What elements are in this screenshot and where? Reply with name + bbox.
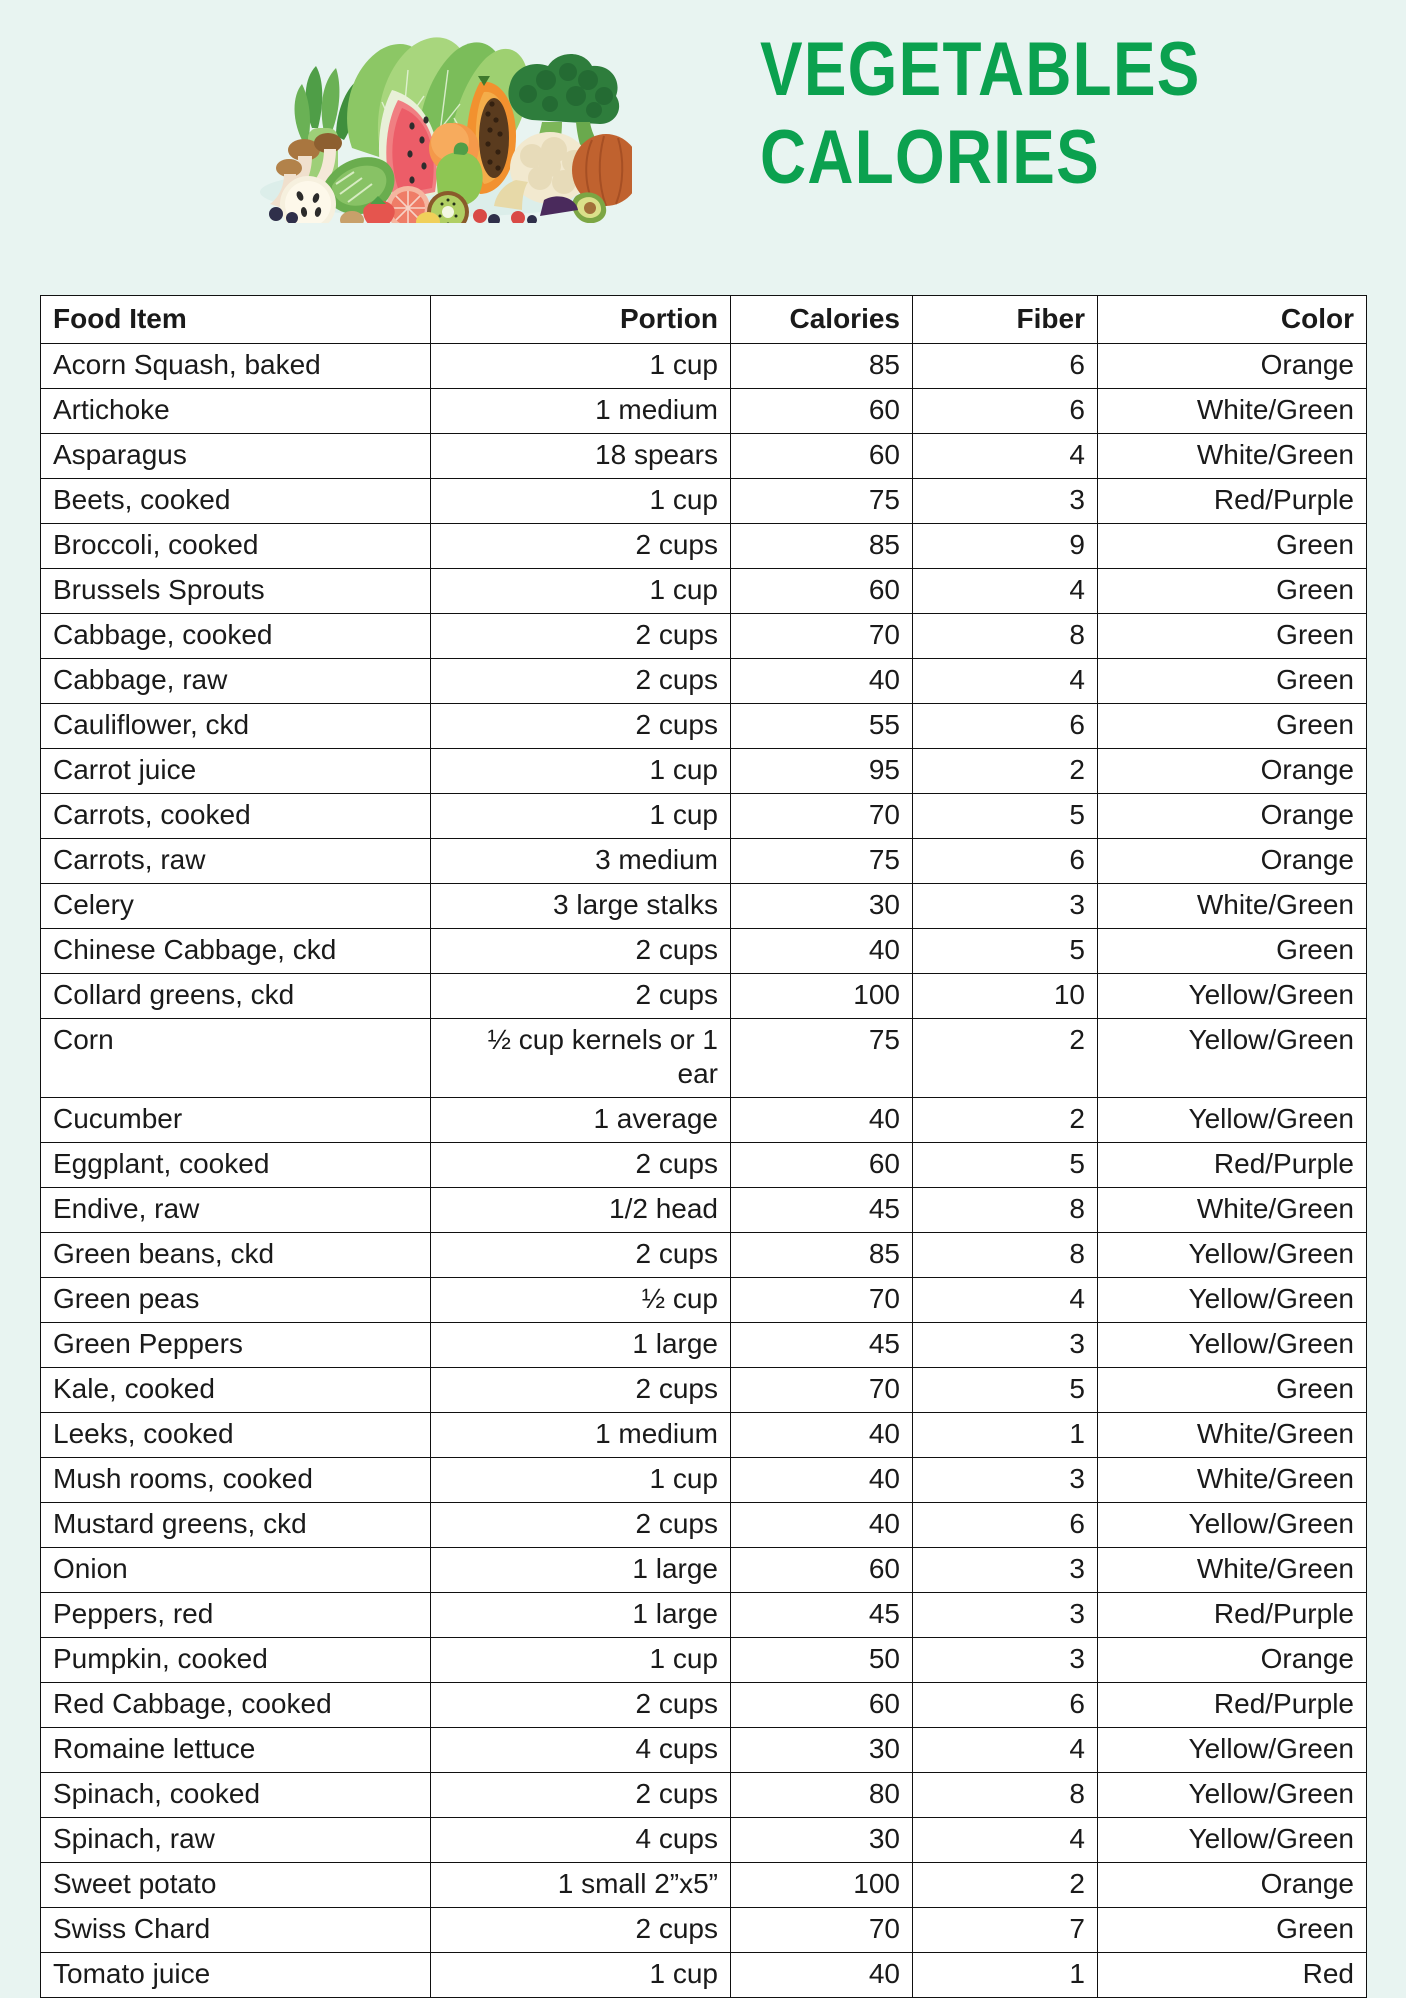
cell-fiber: 6 <box>913 1503 1098 1548</box>
cell-color: Red/Purple <box>1098 1683 1367 1728</box>
cell-fiber: 6 <box>913 704 1098 749</box>
cell-food: Spinach, cooked <box>41 1773 431 1818</box>
column-header-calories: Calories <box>731 296 913 344</box>
cell-fiber: 1 <box>913 1953 1098 1998</box>
cell-food: Cabbage, raw <box>41 659 431 704</box>
cell-cal: 40 <box>731 1458 913 1503</box>
cell-cal: 100 <box>731 1863 913 1908</box>
cell-food: Romaine lettuce <box>41 1728 431 1773</box>
table-header-row <box>41 296 1367 344</box>
cell-cal: 60 <box>731 1143 913 1188</box>
cell-fiber: 8 <box>913 614 1098 659</box>
cell-food: Collard greens, ckd <box>41 974 431 1019</box>
table-row <box>41 1368 1367 1413</box>
cell-cal: 70 <box>731 614 913 659</box>
cell-food: Chinese Cabbage, ckd <box>41 929 431 974</box>
table-row <box>41 1188 1367 1233</box>
cell-cal: 60 <box>731 434 913 479</box>
cell-food: Kale, cooked <box>41 1368 431 1413</box>
cell-port: 1 large <box>431 1548 731 1593</box>
cell-port: 1 large <box>431 1323 731 1368</box>
cell-cal: 75 <box>731 839 913 884</box>
cell-cal: 60 <box>731 1548 913 1593</box>
cell-food: Pumpkin, cooked <box>41 1638 431 1683</box>
column-header-fiber: Fiber <box>913 296 1098 344</box>
cell-food: Artichoke <box>41 389 431 434</box>
cell-food: Acorn Squash, baked <box>41 344 431 389</box>
cell-food: Leeks, cooked <box>41 1413 431 1458</box>
table-row <box>41 1818 1367 1863</box>
cell-fiber: 9 <box>913 524 1098 569</box>
cell-fiber: 2 <box>913 749 1098 794</box>
cell-port: 1 cup <box>431 1458 731 1503</box>
cell-port: 18 spears <box>431 434 731 479</box>
column-header-color: Color <box>1098 296 1367 344</box>
cell-color: Orange <box>1098 794 1367 839</box>
cell-food: Celery <box>41 884 431 929</box>
cell-port: 1 large <box>431 1593 731 1638</box>
cell-food: Eggplant, cooked <box>41 1143 431 1188</box>
cell-color: Green <box>1098 614 1367 659</box>
cell-food: Swiss Chard <box>41 1908 431 1953</box>
table-row <box>41 1413 1367 1458</box>
table-row <box>41 1773 1367 1818</box>
cell-color: Orange <box>1098 1863 1367 1908</box>
cell-color: Red/Purple <box>1098 1143 1367 1188</box>
cell-port: 1 average <box>431 1098 731 1143</box>
cell-port: 1/2 head <box>431 1188 731 1233</box>
cell-port: 2 cups <box>431 524 731 569</box>
table-row <box>41 344 1367 389</box>
cell-port: 3 large stalks <box>431 884 731 929</box>
cell-color: White/Green <box>1098 1188 1367 1233</box>
cell-color: Green <box>1098 704 1367 749</box>
table-row <box>41 974 1367 1019</box>
cell-food: Peppers, red <box>41 1593 431 1638</box>
cell-cal: 45 <box>731 1188 913 1233</box>
cell-fiber: 3 <box>913 1548 1098 1593</box>
calories-table-container <box>40 295 1366 1998</box>
cell-port: 3 medium <box>431 839 731 884</box>
cell-port: 2 cups <box>431 704 731 749</box>
cell-fiber: 3 <box>913 884 1098 929</box>
cell-fiber: 1 <box>913 1413 1098 1458</box>
cell-cal: 75 <box>731 1019 913 1098</box>
vegetables-calories-table <box>40 295 1367 1998</box>
cell-color: Green <box>1098 929 1367 974</box>
table-row <box>41 704 1367 749</box>
table-row <box>41 794 1367 839</box>
cell-port: 1 medium <box>431 1413 731 1458</box>
cell-color: Red/Purple <box>1098 1593 1367 1638</box>
table-row <box>41 389 1367 434</box>
cell-food: Beets, cooked <box>41 479 431 524</box>
cell-port: 2 cups <box>431 1908 731 1953</box>
page-title <box>760 26 1320 202</box>
table-row <box>41 569 1367 614</box>
cell-food: Tomato juice <box>41 1953 431 1998</box>
table-row <box>41 1233 1367 1278</box>
cell-color: White/Green <box>1098 884 1367 929</box>
table-row <box>41 929 1367 974</box>
cell-fiber: 3 <box>913 479 1098 524</box>
cell-color: White/Green <box>1098 434 1367 479</box>
cell-fiber: 6 <box>913 839 1098 884</box>
cell-port: 1 cup <box>431 749 731 794</box>
cell-cal: 95 <box>731 749 913 794</box>
cell-port: 1 cup <box>431 479 731 524</box>
cell-color: Yellow/Green <box>1098 1098 1367 1143</box>
cell-food: Carrots, raw <box>41 839 431 884</box>
cell-fiber: 2 <box>913 1863 1098 1908</box>
cell-color: Orange <box>1098 749 1367 794</box>
cell-color: White/Green <box>1098 1458 1367 1503</box>
cell-fiber: 4 <box>913 1818 1098 1863</box>
cell-fiber: 8 <box>913 1233 1098 1278</box>
cell-color: Red/Purple <box>1098 479 1367 524</box>
cell-fiber: 3 <box>913 1593 1098 1638</box>
cell-port: 1 cup <box>431 344 731 389</box>
cell-color: Yellow/Green <box>1098 1503 1367 1548</box>
cell-fiber: 8 <box>913 1773 1098 1818</box>
table-row <box>41 1098 1367 1143</box>
cell-color: Yellow/Green <box>1098 1728 1367 1773</box>
cell-cal: 75 <box>731 479 913 524</box>
cell-cal: 45 <box>731 1593 913 1638</box>
cell-food: Sweet potato <box>41 1863 431 1908</box>
cell-cal: 70 <box>731 794 913 839</box>
cell-cal: 30 <box>731 1818 913 1863</box>
cell-food: Carrot juice <box>41 749 431 794</box>
cell-food: Green peas <box>41 1278 431 1323</box>
cell-cal: 70 <box>731 1368 913 1413</box>
cell-food: Cucumber <box>41 1098 431 1143</box>
cell-food: Mustard greens, ckd <box>41 1503 431 1548</box>
cell-food: Cabbage, cooked <box>41 614 431 659</box>
cell-cal: 40 <box>731 1503 913 1548</box>
cell-color: Green <box>1098 1368 1367 1413</box>
cell-port: 2 cups <box>431 659 731 704</box>
cell-port: 1 cup <box>431 1953 731 1998</box>
table-row <box>41 1458 1367 1503</box>
cell-cal: 40 <box>731 1953 913 1998</box>
cell-food: Corn <box>41 1019 431 1098</box>
table-row <box>41 1683 1367 1728</box>
cell-fiber: 5 <box>913 1143 1098 1188</box>
cell-food: Brussels Sprouts <box>41 569 431 614</box>
page-header <box>0 0 1406 228</box>
cell-color: Yellow/Green <box>1098 1233 1367 1278</box>
cell-port: 1 medium <box>431 389 731 434</box>
table-row <box>41 659 1367 704</box>
cell-fiber: 5 <box>913 794 1098 839</box>
cell-color: Green <box>1098 524 1367 569</box>
cell-cal: 80 <box>731 1773 913 1818</box>
cell-cal: 40 <box>731 1098 913 1143</box>
cell-cal: 45 <box>731 1323 913 1368</box>
table-row <box>41 614 1367 659</box>
cell-cal: 50 <box>731 1638 913 1683</box>
cell-fiber: 10 <box>913 974 1098 1019</box>
cell-cal: 85 <box>731 344 913 389</box>
cell-color: White/Green <box>1098 1548 1367 1593</box>
cell-color: Yellow/Green <box>1098 1323 1367 1368</box>
cell-port: 2 cups <box>431 1233 731 1278</box>
cell-fiber: 2 <box>913 1098 1098 1143</box>
cell-color: Green <box>1098 569 1367 614</box>
cell-food: Onion <box>41 1548 431 1593</box>
cell-cal: 40 <box>731 659 913 704</box>
cell-food: Spinach, raw <box>41 1818 431 1863</box>
table-row <box>41 434 1367 479</box>
table-row <box>41 1323 1367 1368</box>
table-row <box>41 524 1367 569</box>
cell-port: 4 cups <box>431 1728 731 1773</box>
cell-port: 2 cups <box>431 1683 731 1728</box>
cell-fiber: 4 <box>913 659 1098 704</box>
cell-color: Green <box>1098 659 1367 704</box>
cell-color: Yellow/Green <box>1098 1019 1367 1098</box>
cell-cal: 85 <box>731 1233 913 1278</box>
cell-food: Green Peppers <box>41 1323 431 1368</box>
cell-port: 2 cups <box>431 614 731 659</box>
vegetables-illustration-svg <box>232 8 632 223</box>
cell-cal: 55 <box>731 704 913 749</box>
cell-color: Orange <box>1098 1638 1367 1683</box>
cell-cal: 70 <box>731 1908 913 1953</box>
cell-cal: 30 <box>731 1728 913 1773</box>
cell-cal: 60 <box>731 1683 913 1728</box>
table-row <box>41 1548 1367 1593</box>
cell-port: ½ cup kernels or 1 ear <box>431 1019 731 1098</box>
column-header-portion: Portion <box>431 296 731 344</box>
title-line-vegetables: VEGETABLES <box>760 27 1201 112</box>
table-row <box>41 1908 1367 1953</box>
cell-color: Yellow/Green <box>1098 974 1367 1019</box>
cell-cal: 100 <box>731 974 913 1019</box>
cell-cal: 40 <box>731 929 913 974</box>
cell-fiber: 4 <box>913 1278 1098 1323</box>
table-row <box>41 1863 1367 1908</box>
cell-color: Yellow/Green <box>1098 1818 1367 1863</box>
cell-fiber: 7 <box>913 1908 1098 1953</box>
cell-port: 2 cups <box>431 1368 731 1413</box>
cell-port: 1 small 2”x5” <box>431 1863 731 1908</box>
cell-port: 1 cup <box>431 794 731 839</box>
table-row <box>41 1953 1367 1998</box>
cell-fiber: 2 <box>913 1019 1098 1098</box>
table-row <box>41 749 1367 794</box>
cell-color: Yellow/Green <box>1098 1278 1367 1323</box>
cell-fiber: 4 <box>913 569 1098 614</box>
table-row <box>41 479 1367 524</box>
cell-fiber: 4 <box>913 1728 1098 1773</box>
cell-cal: 30 <box>731 884 913 929</box>
cell-cal: 60 <box>731 389 913 434</box>
column-header-food-item: Food Item <box>41 296 431 344</box>
table-header <box>41 296 1367 344</box>
table-row <box>41 1019 1367 1098</box>
cell-color: Orange <box>1098 344 1367 389</box>
cell-food: Endive, raw <box>41 1188 431 1233</box>
cell-port: 4 cups <box>431 1818 731 1863</box>
cell-food: Broccoli, cooked <box>41 524 431 569</box>
cell-color: Yellow/Green <box>1098 1773 1367 1818</box>
table-row <box>41 884 1367 929</box>
cell-cal: 85 <box>731 524 913 569</box>
table-row <box>41 1278 1367 1323</box>
cell-port: 1 cup <box>431 1638 731 1683</box>
cell-fiber: 3 <box>913 1458 1098 1503</box>
cell-cal: 60 <box>731 569 913 614</box>
cell-color: Orange <box>1098 839 1367 884</box>
table-row <box>41 1638 1367 1683</box>
cell-food: Carrots, cooked <box>41 794 431 839</box>
table-row <box>41 1143 1367 1188</box>
cell-port: 2 cups <box>431 1773 731 1818</box>
cell-fiber: 3 <box>913 1323 1098 1368</box>
cell-food: Red Cabbage, cooked <box>41 1683 431 1728</box>
cell-port: 2 cups <box>431 1503 731 1548</box>
vegetables-illustration <box>232 8 632 223</box>
cell-fiber: 6 <box>913 344 1098 389</box>
cell-food: Green beans, ckd <box>41 1233 431 1278</box>
cell-color: Green <box>1098 1908 1367 1953</box>
cell-fiber: 5 <box>913 929 1098 974</box>
cell-fiber: 6 <box>913 1683 1098 1728</box>
cell-color: White/Green <box>1098 389 1367 434</box>
cell-port: 2 cups <box>431 929 731 974</box>
cell-color: Red <box>1098 1953 1367 1998</box>
cell-fiber: 5 <box>913 1368 1098 1413</box>
cell-cal: 70 <box>731 1278 913 1323</box>
cell-fiber: 4 <box>913 434 1098 479</box>
title-line-calories: CALORIES <box>760 115 1100 200</box>
cell-color: White/Green <box>1098 1413 1367 1458</box>
table-body <box>41 344 1367 1998</box>
cell-food: Cauliflower, ckd <box>41 704 431 749</box>
table-row <box>41 839 1367 884</box>
cell-fiber: 8 <box>913 1188 1098 1233</box>
cell-food: Asparagus <box>41 434 431 479</box>
cell-food: Mush rooms, cooked <box>41 1458 431 1503</box>
cell-port: ½ cup <box>431 1278 731 1323</box>
cell-fiber: 6 <box>913 389 1098 434</box>
cell-cal: 40 <box>731 1413 913 1458</box>
cell-port: 2 cups <box>431 1143 731 1188</box>
cell-port: 2 cups <box>431 974 731 1019</box>
table-row <box>41 1728 1367 1773</box>
table-row <box>41 1593 1367 1638</box>
table-row <box>41 1503 1367 1548</box>
cell-fiber: 3 <box>913 1638 1098 1683</box>
cell-port: 1 cup <box>431 569 731 614</box>
